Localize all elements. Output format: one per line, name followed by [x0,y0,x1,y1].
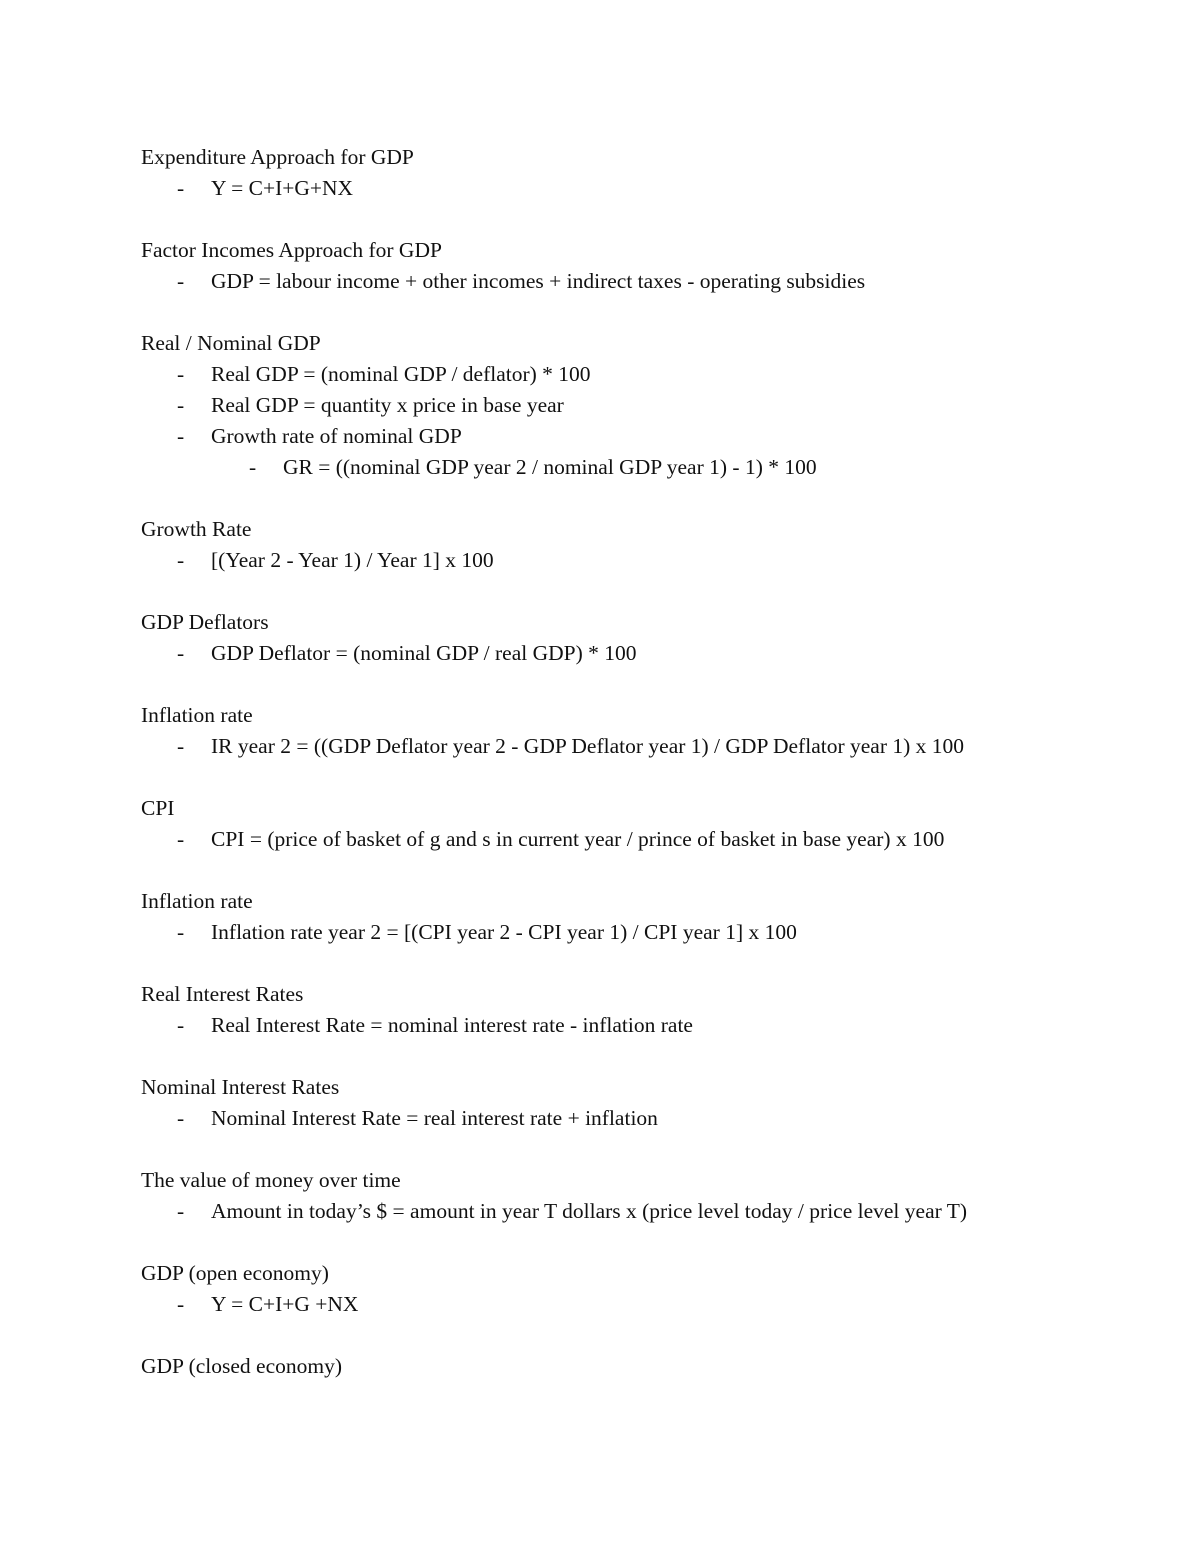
list-item [141,917,1121,948]
list-item [141,359,1121,390]
section [141,1165,1121,1227]
bullet-dash: - [177,269,185,293]
list-item [141,1289,1121,1320]
section [141,142,1121,204]
section-heading: GDP (open economy) [141,1261,329,1285]
list-item [141,1196,1121,1227]
list-item-text: Real Interest Rate = nominal interest rate - inflation rate [211,1013,693,1037]
bullet-dash: - [177,1106,185,1130]
section-heading: Inflation rate [141,703,253,727]
list-item-text: Y = C+I+G+NX [211,176,354,200]
section [141,328,1121,483]
list-item [141,390,1121,421]
bullet-dash: - [177,1292,185,1316]
section [141,886,1121,948]
list-item-text: GDP = labour income + other incomes + indirect taxes - operating subsidies [211,269,866,293]
sub-list-item [141,452,1121,483]
section [141,514,1121,576]
section-heading: CPI [141,796,175,820]
section [141,1351,1121,1382]
bullet-dash: - [177,827,185,851]
section-heading: The value of money over time [141,1168,401,1192]
bullet-dash: - [177,734,185,758]
section [141,235,1121,297]
list-item [141,545,1121,576]
list-item-text: Real GDP = (nominal GDP / deflator) * 100 [211,362,591,386]
bullet-dash: - [177,1199,185,1223]
section-heading: GDP (closed economy) [141,1354,343,1378]
section-heading: Growth Rate [141,517,252,541]
section-heading: Expenditure Approach for GDP [141,145,414,169]
section [141,1072,1121,1134]
list-item-text: CPI = (price of basket of g and s in current year / prince of basket in base year) x 100 [211,827,945,851]
section-heading: Inflation rate [141,889,253,913]
bullet-dash: - [177,641,185,665]
list-item [141,1010,1121,1041]
bullet-dash: - [177,393,185,417]
list-item-text: Growth rate of nominal GDP [211,424,462,448]
list-item-text: Real GDP = quantity x price in base year [211,393,564,417]
section [141,793,1121,855]
bullet-dash: - [177,920,185,944]
section-heading: Factor Incomes Approach for GDP [141,238,442,262]
section [141,979,1121,1041]
list-item [141,638,1121,669]
list-item [141,1103,1121,1134]
list-item-text: Y = C+I+G +NX [211,1292,359,1316]
list-item [141,173,1121,204]
section-heading: GDP Deflators [141,610,269,634]
bullet-dash: - [177,548,185,572]
list-item-text: GDP Deflator = (nominal GDP / real GDP) * 100 [211,641,637,665]
list-item [141,731,1121,762]
list-item-text: Amount in today’s $ = amount in year T dollars x (price level today / price level year T) [211,1199,968,1223]
document-body [141,142,1121,1413]
list-item-text: IR year 2 = ((GDP Deflator year 2 - GDP Deflator year 1) / GDP Deflator year 1) x 100 [211,734,965,758]
section [141,607,1121,669]
bullet-dash: - [177,362,185,386]
bullet-dash: - [177,176,185,200]
section-heading: Nominal Interest Rates [141,1075,340,1099]
list-item-text: Inflation rate year 2 = [(CPI year 2 - CPI year 1) / CPI year 1] x 100 [211,920,797,944]
list-item [141,421,1121,452]
section-heading: Real / Nominal GDP [141,331,321,355]
list-item [141,266,1121,297]
list-item-text: GR = ((nominal GDP year 2 / nominal GDP year 1) - 1) * 100 [283,455,817,479]
list-item-text: Nominal Interest Rate = real interest rate + inflation [211,1106,658,1130]
section [141,700,1121,762]
bullet-dash: - [177,1013,185,1037]
bullet-dash: - [249,455,257,479]
list-item [141,824,1121,855]
bullet-dash: - [177,424,185,448]
section [141,1258,1121,1320]
list-item-text: [(Year 2 - Year 1) / Year 1] x 100 [211,548,494,572]
section-heading: Real Interest Rates [141,982,304,1006]
